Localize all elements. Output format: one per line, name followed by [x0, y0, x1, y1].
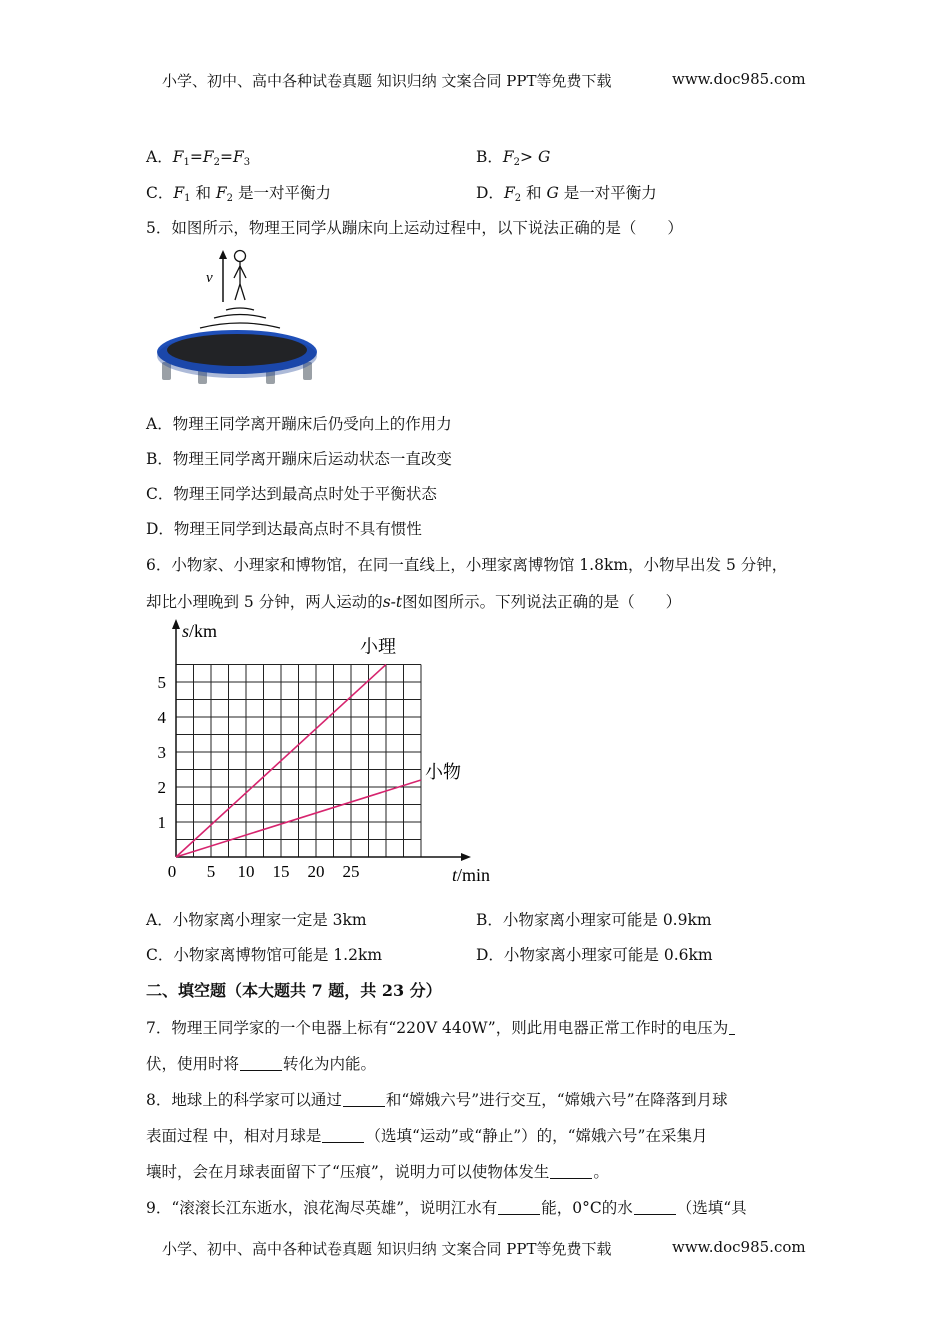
q6-option-a: A．小物家离小理家一定是 3km	[146, 911, 367, 929]
q5-stem: 5．如图所示，物理王同学从蹦床向上运动过程中，以下说法正确的是（ ）	[146, 219, 683, 237]
q5-option-d: D．物理王同学到达最高点时不具有惯性	[146, 520, 422, 538]
y-tick-label: 4	[157, 708, 166, 727]
q4-option-b: B．$F_2> G$	[476, 148, 551, 168]
motion-arcs	[200, 308, 280, 328]
header-left-text: 小学、初中、高中各种试卷真题 知识归纳 文案合同 PPT等免费下载	[162, 72, 612, 90]
header-url[interactable]: www.doc985.com	[672, 70, 806, 88]
y-tick-label: 5	[157, 673, 166, 692]
q6-option-d: D．小物家离小理家可能是 0.6km	[476, 946, 713, 964]
section-title: 二、填空题（本大题共 7 题，共 23 分）	[146, 981, 442, 1000]
q6-stem-line2: 却比小理晚到 5 分钟，两人运动的s-t图如图所示。下列说法正确的是（ ）	[146, 593, 682, 611]
q7-blank-2[interactable]	[240, 1056, 282, 1071]
x-tick-label: 5	[206, 862, 216, 881]
q4-option-d: D．$F_2$ 和 G 是一对平衡力	[476, 184, 657, 204]
x-tick-label: 15	[272, 862, 290, 881]
trampoline-figure	[150, 244, 330, 386]
q8-blank-1[interactable]	[343, 1092, 385, 1107]
y-tick-label: 3	[157, 743, 166, 762]
q8-line1: 8．地球上的科学家可以通过 和“嫦娥六号”进行交互，“嫦娥六号”在降落到月球	[146, 1091, 728, 1109]
q7-line1: 7．物理王同学家的一个电器上标有“220V 440W”，则此用电器正常工作时的电压为	[146, 1016, 736, 1038]
q6-option-b: B．小物家离小理家可能是 0.9km	[476, 911, 712, 929]
q8-line2: 表面过程 中，相对月球是 （选填“运动”或“静止”）的，“嫦娥六号”在采集月	[146, 1127, 708, 1145]
q5-option-c: C．物理王同学达到最高点时处于平衡状态	[146, 485, 437, 503]
x-axis-arrow	[461, 853, 471, 861]
q8-blank-2[interactable]	[322, 1128, 364, 1143]
trampoline	[157, 330, 317, 384]
q7-line2: 伏，使用时将 转化为内能。	[146, 1055, 377, 1073]
y-axis-arrow	[172, 619, 180, 629]
q8-blank-3[interactable]	[550, 1164, 592, 1179]
series-label-2: 小物	[425, 762, 461, 783]
x-tick-label: 10	[237, 862, 255, 881]
origin-label: 0	[167, 862, 177, 881]
x-axis-label: t/min	[451, 865, 491, 885]
y-axis-label: s/km	[182, 621, 218, 641]
st-chart	[140, 615, 500, 895]
q4-option-c: C．$F_1$ 和 $F_2$ 是一对平衡力	[146, 184, 331, 204]
y-tick-label: 1	[157, 813, 166, 832]
q9-blank-2[interactable]	[634, 1200, 676, 1215]
y-tick-label: 2	[157, 778, 166, 797]
q6-option-c: C．小物家离博物馆可能是 1.2km	[146, 946, 383, 964]
q7-blank-1[interactable]	[729, 1020, 735, 1035]
footer-left-text: 小学、初中、高中各种试卷真题 知识归纳 文案合同 PPT等免费下载	[162, 1240, 612, 1258]
q9-blank-1[interactable]	[498, 1200, 540, 1215]
person-figure	[234, 251, 246, 301]
series-label-1: 小理	[360, 636, 396, 658]
q6-stem-line1: 6．小物家、小理家和博物馆，在同一直线上，小理家离博物馆 1.8km，小物早出发 5 分钟，	[146, 556, 788, 574]
q5-option-a: A．物理王同学离开蹦床后仍受向上的作用力	[146, 415, 452, 433]
velocity-label: v	[206, 270, 213, 286]
q5-option-b: B．物理王同学离开蹦床后运动状态一直改变	[146, 450, 452, 468]
q9-line1: 9．“滚滚长江东逝水，浪花淘尽英雄”，说明江水有 能，0°C的水 （选填“具	[146, 1199, 747, 1217]
q4-option-a: A．$F_1=F_2=F_3$	[146, 148, 251, 168]
footer-url[interactable]: www.doc985.com	[672, 1238, 806, 1256]
q8-line3: 壤时，会在月球表面留下了“压痕”，说明力可以使物体发生 。	[146, 1163, 609, 1181]
x-tick-label: 25	[342, 862, 360, 881]
x-tick-label: 20	[307, 862, 325, 881]
